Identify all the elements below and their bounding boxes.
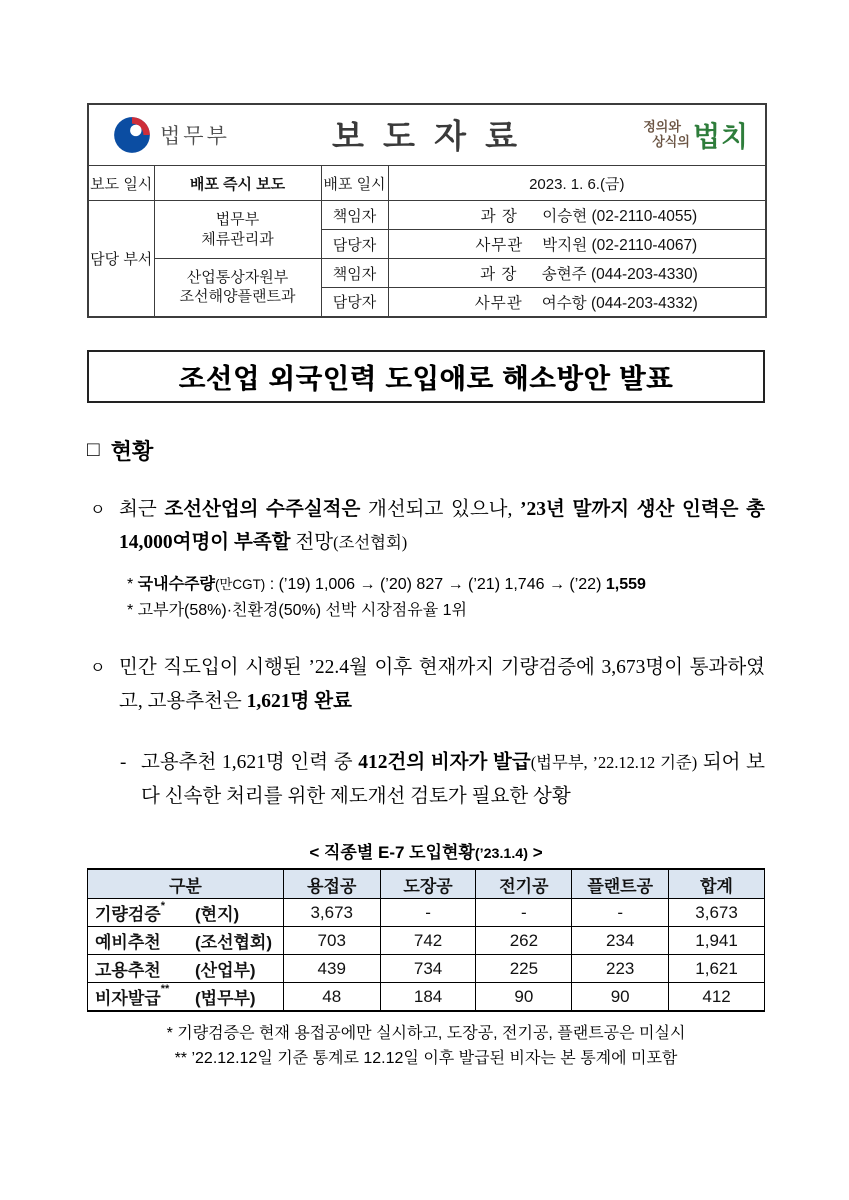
header-banner-cell — [88, 104, 766, 166]
body-bullet-1 — [87, 493, 765, 561]
col-header: 전기공 — [476, 869, 572, 899]
row-label-source: (산업부) — [195, 961, 256, 981]
body-dash-item-text: 고용추천 1,621명 인력 중 412건의 비자가 발급(법무부, ’22.12.12 기준) 되어 보다 신속한 처리를 위한 제도개선 검토가 필요한 상황 — [141, 752, 765, 807]
slogan-main-text: 법치 — [692, 121, 750, 152]
footnote-line: * 국내수주량(만CGT) : (’19) 1,006 → (’20) 827 → (’21) 1,746 → (’22) 1,559 — [127, 576, 646, 594]
col-header: 구분 — [88, 869, 284, 899]
press-release-title: 조선업 외국인력 도입애로 해소방안 발표 — [178, 363, 674, 394]
release-date-value: 배포 즉시 보도 — [154, 166, 321, 201]
table-row — [88, 927, 765, 955]
table-cell: - — [476, 899, 572, 927]
contact-info-cell — [388, 288, 766, 317]
section-heading — [87, 435, 765, 466]
contact-name-phone: 박지원 (02-2110-4067) — [542, 237, 698, 254]
row-label-text: 예비추천 — [95, 933, 161, 953]
table-cell: - — [572, 899, 669, 927]
header-banner — [89, 105, 765, 165]
col-header: 도장공 — [380, 869, 476, 899]
contact-role: 책임자 — [321, 259, 388, 288]
contact-role: 담당자 — [321, 288, 388, 317]
table-footnote-line: ** ’22.12.12일 기준 통계로 12.12일 이후 발급된 비자는 본 통계에 미포함 — [174, 1050, 678, 1068]
col-header: 용접공 — [283, 869, 380, 899]
contact-info-cell — [388, 259, 766, 288]
circle-bullet-icon: ㅇ — [90, 501, 106, 519]
body-bullet-2 — [87, 651, 765, 719]
square-bullet-icon: □ — [87, 436, 100, 461]
section-heading-label: 현황 — [110, 438, 154, 464]
table-cell: 48 — [283, 983, 380, 1011]
dept1-cell — [154, 201, 321, 259]
table-cell: 90 — [476, 983, 572, 1011]
slogan-line2: 상식의 — [652, 134, 690, 149]
dept1-line2: 체류관리과 — [201, 230, 274, 248]
row-label — [88, 984, 283, 1009]
table-cell: 234 — [572, 927, 669, 955]
table-cell: 3,673 — [669, 899, 765, 927]
table-cell: 1,941 — [669, 927, 765, 955]
table-cell: 3,673 — [283, 899, 380, 927]
row-label-source: (조선협회) — [195, 933, 273, 953]
contact-row — [88, 259, 766, 288]
contact-rank: 사무관 — [474, 294, 523, 312]
dept2-line1: 산업통상자원부 — [186, 268, 289, 286]
row-label-cell — [88, 927, 284, 955]
page-content — [87, 103, 765, 1072]
contact-row — [88, 201, 766, 230]
ministry-logo-group — [113, 116, 230, 154]
distribution-date-label: 배포 일시 — [321, 166, 388, 201]
slogan-small-text — [643, 120, 690, 150]
dept2-cell — [154, 259, 321, 317]
table-cell: 742 — [380, 927, 476, 955]
slogan-line1: 정의와 — [643, 119, 681, 135]
table-row — [88, 983, 765, 1011]
row-label-source: (현지) — [195, 905, 240, 925]
header-table — [87, 103, 767, 318]
government-taegeuk-logo-icon — [113, 116, 151, 154]
row-label-cell — [88, 955, 284, 983]
body-bullet-2-text: 민간 직도입이 시행된 ’22.4월 이후 현재까지 기량검증에 3,673명이 통과하였고, 고용추천은 1,621명 완료 — [119, 657, 765, 713]
table-cell: 90 — [572, 983, 669, 1011]
contact-line — [395, 291, 760, 313]
dept1-line1: 법무부 — [215, 211, 260, 228]
table-caption: < 직종별 E-7 도입현황(’23.1.4) > — [309, 842, 543, 862]
dept-label-cell: 담당 부서 — [88, 201, 154, 317]
asterisk-marker: * — [160, 899, 165, 912]
release-info-row — [88, 166, 766, 201]
circle-bullet-icon: ㅇ — [90, 660, 106, 678]
header-banner-row — [88, 104, 766, 166]
contact-rank: 과 장 — [480, 266, 518, 283]
row-label — [88, 956, 283, 981]
contact-line — [395, 204, 760, 226]
table-cell: 225 — [476, 955, 572, 983]
row-label-text: 기량검증* — [95, 899, 165, 925]
contact-name-phone: 송현주 (044-203-4330) — [541, 266, 698, 283]
row-label-text: 고용추천 — [95, 961, 161, 981]
table-cell: 184 — [380, 983, 476, 1011]
table-cell: 439 — [283, 955, 380, 983]
table-cell: 223 — [572, 955, 669, 983]
body-dash-item — [117, 746, 765, 814]
table-cell: 412 — [669, 983, 765, 1011]
ministry-name: 법무부 — [160, 125, 230, 148]
contact-role: 책임자 — [321, 201, 388, 230]
body-bullet-1-text: 최근 조선산업의 수주실적은 개선되고 있으나, ’23년 말까지 생산 인력은 총 14,000여명이 부족할 전망(조선협회) — [119, 498, 766, 554]
table-row — [88, 899, 765, 927]
table-header-row — [88, 869, 765, 899]
dash-bullet-icon: - — [120, 752, 127, 773]
row-label — [88, 928, 283, 953]
footnote-line: * 고부가(58%)·친환경(50%) 선박 시장점유율 1위 — [127, 602, 467, 620]
document-type-title: 보 도 자 료 — [332, 117, 523, 155]
e7-status-table — [87, 868, 765, 1012]
contact-rank: 사무관 — [475, 237, 524, 254]
table-cell: 734 — [380, 955, 476, 983]
distribution-date-value: 2023. 1. 6.(금) — [388, 166, 766, 201]
contact-name-phone: 여수항 (044-203-4332) — [541, 294, 698, 312]
asterisk-marker: ** — [160, 983, 170, 996]
contact-name-phone: 이승현 (02-2110-4055) — [542, 208, 698, 225]
col-header: 플랜트공 — [572, 869, 669, 899]
release-date-label: 보도 일시 — [88, 166, 154, 201]
contact-info-cell — [388, 230, 766, 259]
table-cell: 703 — [283, 927, 380, 955]
col-header: 합계 — [669, 869, 765, 899]
table-footnote-line: * 기량검증은 현재 용접공에만 실시하고, 도장공, 전기공, 플랜트공은 미실시 — [166, 1024, 686, 1042]
table-cell: 1,621 — [669, 955, 765, 983]
table-cell: 262 — [476, 927, 572, 955]
contact-info-cell — [388, 201, 766, 230]
table-cell: - — [380, 899, 476, 927]
table-footnotes — [87, 1021, 765, 1072]
row-label — [88, 900, 283, 925]
contact-line — [395, 233, 760, 255]
row-label-text: 비자발급** — [95, 983, 170, 1009]
row-label-cell — [88, 983, 284, 1011]
slogan — [643, 115, 749, 155]
press-release-title-box — [87, 350, 765, 403]
row-label-cell — [88, 899, 284, 927]
row-label-source: (법무부) — [195, 989, 256, 1009]
contact-line — [395, 262, 760, 284]
bullet-1-footnotes — [127, 572, 765, 624]
contact-rank: 과 장 — [480, 208, 518, 225]
contact-role: 담당자 — [321, 230, 388, 259]
dept2-line2: 조선해양플랜트과 — [179, 288, 296, 306]
table-row — [88, 955, 765, 983]
